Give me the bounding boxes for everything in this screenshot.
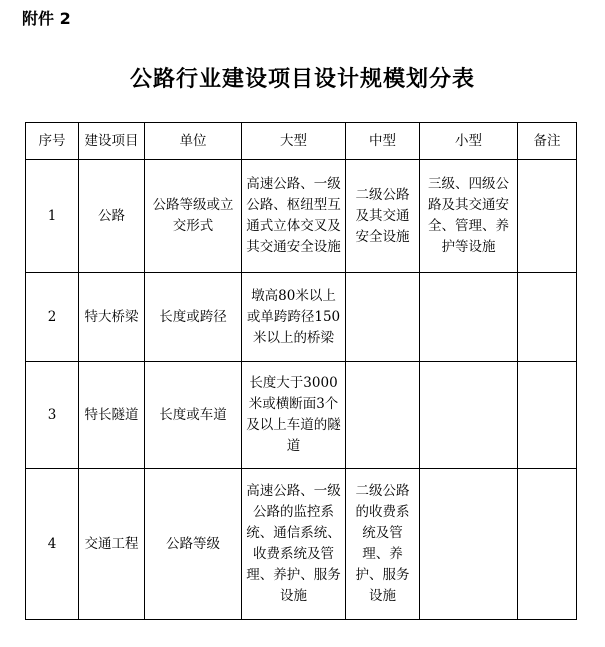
table-row: [26, 469, 577, 620]
header-small: 小型: [420, 123, 518, 160]
cell-medium: [346, 273, 420, 362]
cell-large: 高速公路、一级公路、枢纽型互通式立体交叉及其交通安全设施: [242, 160, 346, 273]
table-row: [26, 273, 577, 362]
cell-project: 公路: [79, 160, 145, 273]
cell-large: 长度大于3000米或横断面3个及以上车道的隧道: [242, 362, 346, 469]
cell-notes: [518, 273, 577, 362]
cell-no: 2: [26, 273, 79, 362]
cell-small: [420, 469, 518, 620]
cell-unit: 长度或跨径: [145, 273, 242, 362]
cell-notes: [518, 362, 577, 469]
cell-small: [420, 362, 518, 469]
header-notes: 备注: [518, 123, 577, 160]
cell-small: [420, 273, 518, 362]
cell-project: 交通工程: [79, 469, 145, 620]
cell-no: 4: [26, 469, 79, 620]
cell-no: 1: [26, 160, 79, 273]
cell-medium: 二级公路及其交通安全设施: [346, 160, 420, 273]
cell-project: 特长隧道: [79, 362, 145, 469]
cell-project: 特大桥梁: [79, 273, 145, 362]
header-medium: 中型: [346, 123, 420, 160]
cell-unit: 长度或车道: [145, 362, 242, 469]
cell-notes: [518, 469, 577, 620]
table-row: [26, 160, 577, 273]
document-title: 公路行业建设项目设计规模划分表: [129, 66, 475, 92]
cell-large: 高速公路、一级公路的监控系统、通信系统、收费系统及管理、养护、服务设施: [242, 469, 346, 620]
cell-notes: [518, 160, 577, 273]
cell-medium: [346, 362, 420, 469]
cell-medium: 二级公路的收费系统及管理、养护、服务设施: [346, 469, 420, 620]
table-row: [26, 362, 577, 469]
header-unit: 单位: [145, 123, 242, 160]
cell-no: 3: [26, 362, 79, 469]
design-scale-table: [25, 122, 577, 620]
header-no: 序号: [26, 123, 79, 160]
header-large: 大型: [242, 123, 346, 160]
header-project: 建设项目: [79, 123, 145, 160]
table-header-row: [26, 123, 577, 160]
cell-small: 三级、四级公路及其交通安全、管理、养护等设施: [420, 160, 518, 273]
attachment-label: 附件 2: [22, 9, 71, 28]
cell-large: 墩高80米以上或单跨跨径150米以上的桥梁: [242, 273, 346, 362]
cell-unit: 公路等级或立交形式: [145, 160, 242, 273]
cell-unit: 公路等级: [145, 469, 242, 620]
